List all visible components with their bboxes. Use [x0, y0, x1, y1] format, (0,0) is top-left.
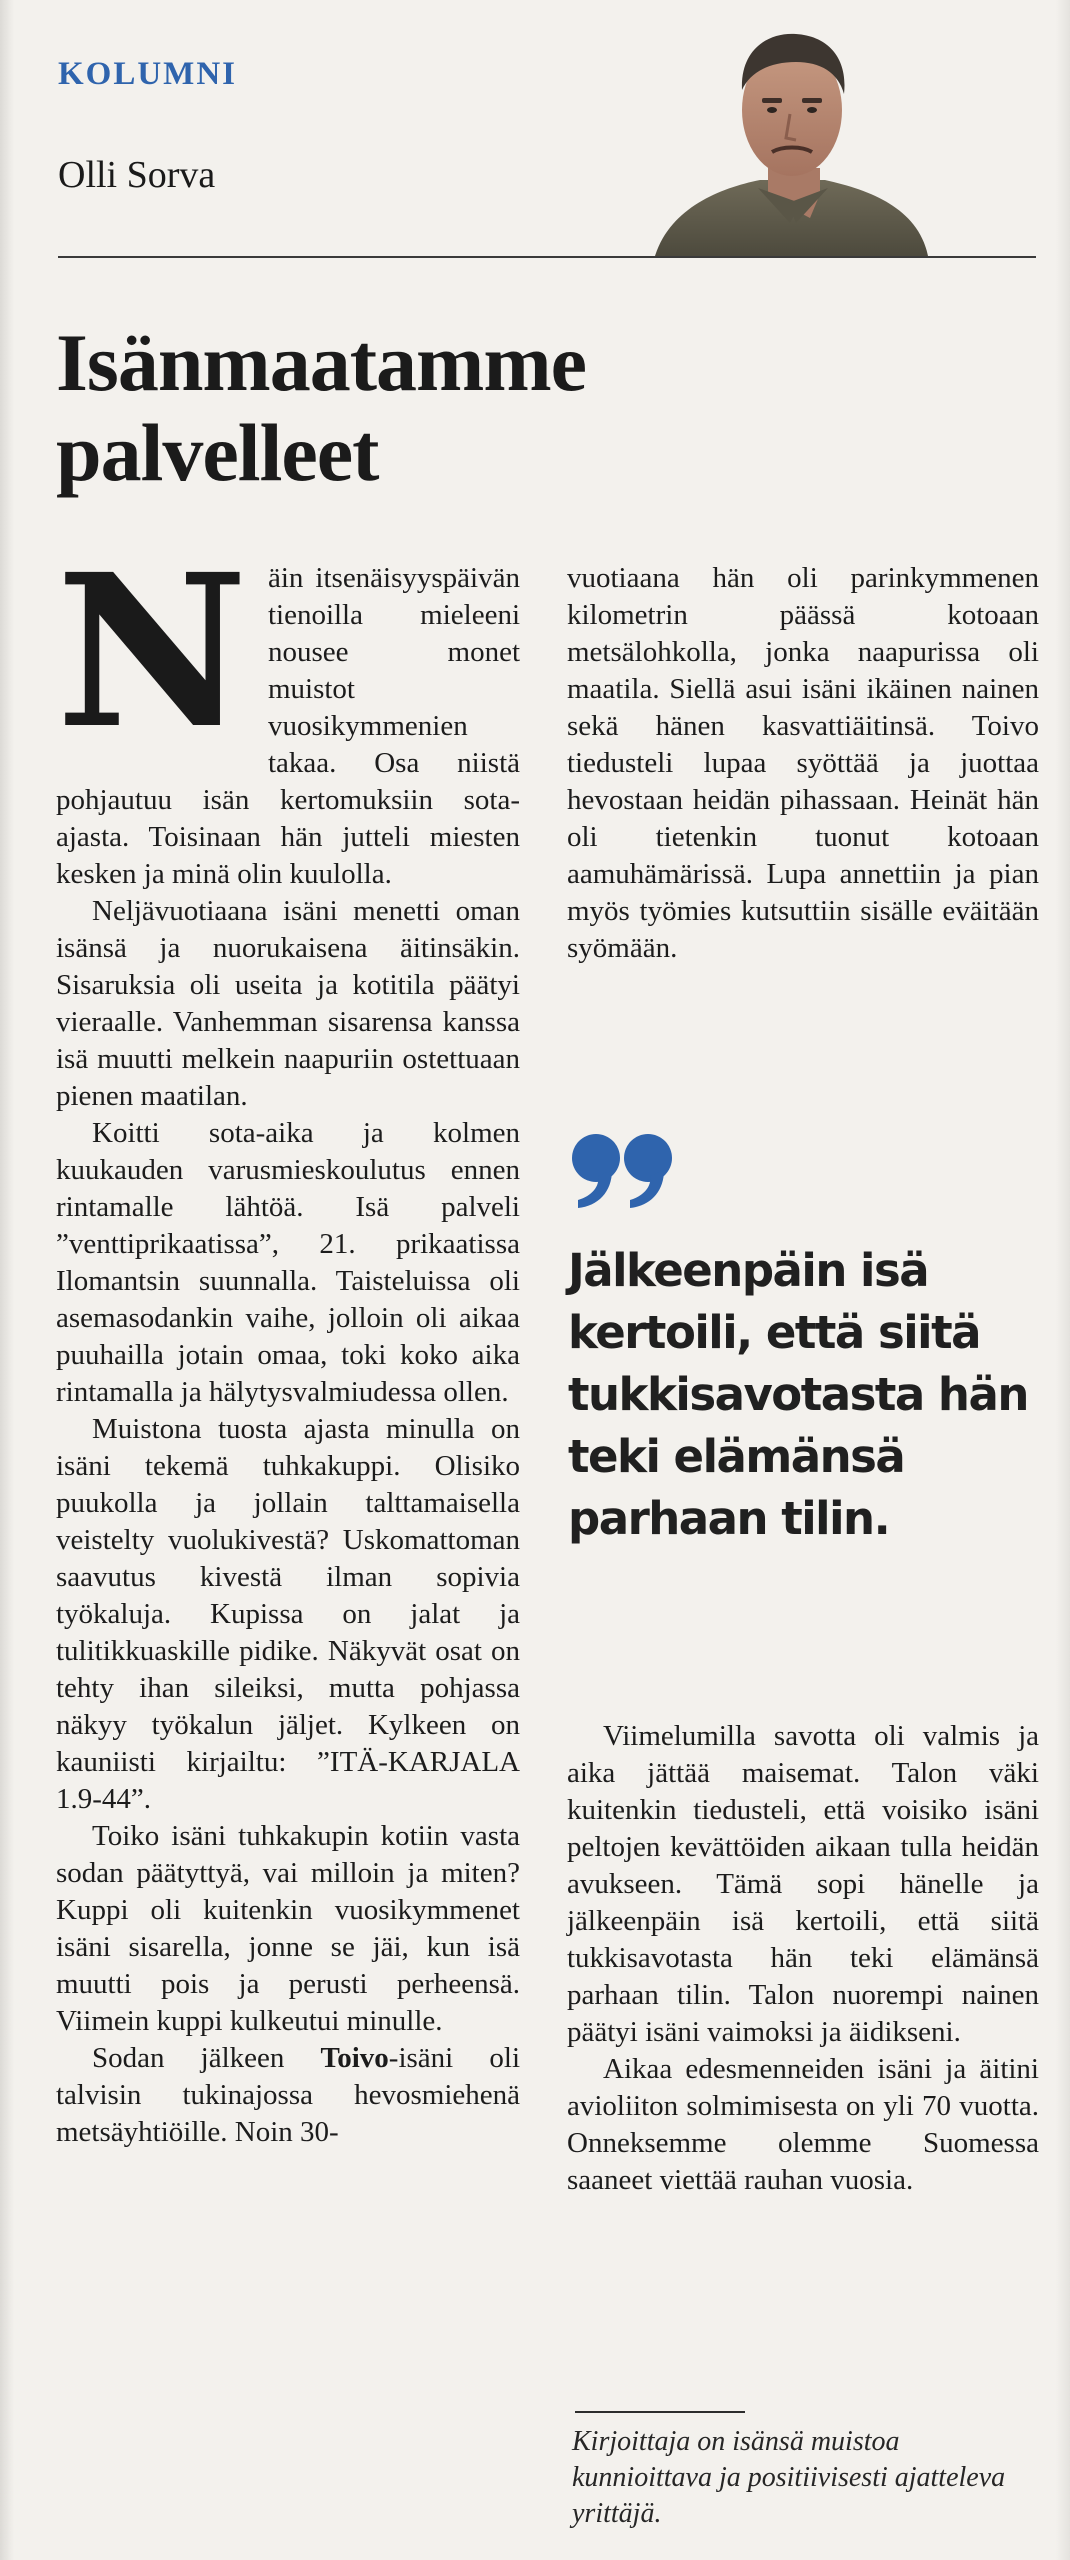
body-column-right-bottom [567, 1718, 1039, 2199]
headline-line-2: palvelleet [56, 407, 379, 498]
double-quote-icon [568, 1130, 678, 1210]
paragraph-6-end: -isäni oli talvisin tukinajossa hevosmiehenä metsäyhtiöille. Noin 30- [56, 2042, 520, 2148]
section-label: KOLUMNI [58, 56, 237, 92]
header-rule [58, 256, 1036, 258]
pull-quote: Jälkeenpäin isä kertoili, että siitä tukkisavotasta hän teki elämänsä parhaan tilin. [568, 1244, 1028, 1545]
paragraph-4: Muistona tuosta ajasta minulla on isäni tekemä tuhkakuppi. Olisiko puukolla ja jollain talttamaisella veistelty vuolukivestä? Uskomattoman saavutus kivestä ilman sopivia työkaluja. Kupissa on jalat ja tulitikkuaskille pidike. Näkyvät osat on tehty ihan sileiksi, mutta pohjassa näkyy työkalun jäljet. Kylkeen on kauniisti kirjailtu: ”ITÄ-KARJALA 1.9-44”. [56, 1413, 520, 1815]
paragraph-2: Neljävuotiaana isäni menetti oman isänsä ja nuorukaisena äitinsäkin. Sisaruksia oli useita ja kotitila päätyi vieraalle. Vanhemman sisarensa kanssa isä muutti melkein naapuriin ostettuaan pienen maatilan. [56, 895, 520, 1112]
paragraph-1 [56, 528, 520, 893]
paragraph-3: Koitti sota-aika ja kolmen kuukauden varusmieskoulutus ennen rintamalle lähtöä. Isä palveli ”venttiprikaatissa”, 21. prikaatissa Ilomantsin suunnalla. Taisteluissa oli asemasodankin vaihe, jolloin oli aikaa puuhailla jotain omaa, toki koko aika rintamalla ja hälytysvalmiudessa ollen. [56, 1117, 520, 1408]
paragraph-8: Viimelumilla savotta oli valmis ja aika jättää maisemat. Talon väki kuitenkin tiedusteli, että voisiko isäni peltojen kevättöiden aikaan tulla heidän avukseen. Tämä sopi hänelle ja jälkeenpäin isä kertoili, että siitä tukkisavotasta hän teki elämänsä parhaan tilin. Talon nuorempi nainen päätyi isäni vaimoksi ja äidikseni. [567, 1720, 1039, 2048]
headline-line-1: Isänmaatamme [56, 317, 587, 408]
paragraph-9: Aikaa edesmenneiden isäni ja äitini avioliiton solmimisesta on yli 70 vuotta. Onneksemme olemme Suomessa saaneet viettää rauhan vuosia. [567, 2053, 1039, 2196]
person-name: Toivo [320, 2042, 389, 2074]
author-portrait [650, 18, 930, 256]
body-column-left [56, 528, 520, 2151]
paragraph-6 [56, 2040, 520, 2151]
paragraph-6-start: Sodan jälkeen [92, 2042, 321, 2074]
headline [56, 318, 776, 498]
paper-edge-left [0, 0, 14, 2560]
author-bio: Kirjoittaja on isänsä muistoa kunnioittava ja positiivisesti ajatteleva yrittäjä. [572, 2426, 1006, 2529]
paragraph-5: Toiko isäni tuhkakupin kotiin vasta sodan päätyttyä, vai milloin ja miten? Kuppi oli kuitenkin vuosikymmenet isäni sisarella, jonne se jäi, kun isä muutti pois ja perusti perheensä. Viimein kuppi kulkeutui minulle. [56, 1820, 520, 2037]
paper-edge-right [1056, 0, 1070, 2560]
author-name: Olli Sorva [58, 154, 216, 196]
drop-cap: N [56, 528, 248, 775]
paragraph-7: vuotiaana hän oli parinkymmenen kilometrin päässä kotoaan metsälohkolla, jonka naapurissa oli maatila. Siellä asui isäni ikäinen nainen sekä hänen kasvattiäitinsä. Toivo tiedusteli lupaa syöttää ja juottaa hevostaan heidän pihassaan. Heinät hän oli tietenkin tuonut kotoaan aamuhämärissä. Lupa annettiin ja pian myös työmies kutsuttiin sisälle eväitään syömään. [567, 562, 1039, 964]
body-column-right-top [567, 560, 1039, 967]
bio-rule [575, 2411, 745, 2413]
paragraph-1-text: äin itsenäisyyspäivän tienoilla mieleeni nousee monet muistot vuosikymmenien takaa. Osa niistä pohjautuu isän kertomuksiin sota-ajasta. Toisinaan hän jutteli miesten kesken ja minä olin kuulolla. [56, 562, 520, 890]
